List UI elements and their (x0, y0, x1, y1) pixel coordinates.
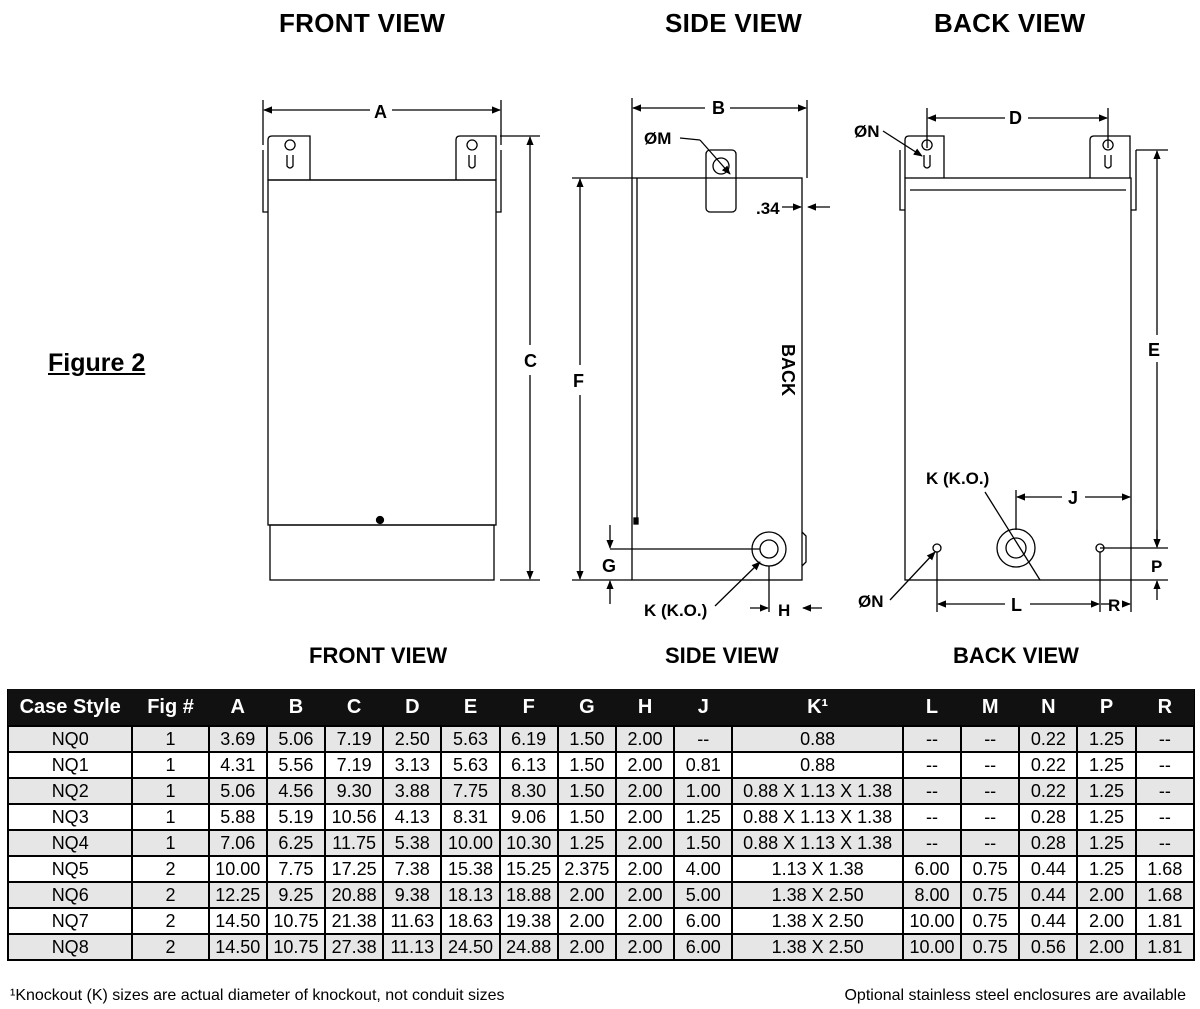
table-cell: 18.63 (441, 908, 499, 934)
table-cell: 2.00 (558, 908, 616, 934)
table-cell: 1 (132, 830, 208, 856)
table-cell: 1.25 (558, 830, 616, 856)
table-cell: 1.50 (558, 726, 616, 752)
table-cell: 10.00 (903, 934, 961, 960)
table-cell: 1.50 (558, 752, 616, 778)
column-header: D (383, 689, 441, 726)
table-cell: 4.00 (674, 856, 732, 882)
table-cell: NQ0 (8, 726, 132, 752)
table-cell: 1.38 X 2.50 (732, 934, 903, 960)
table-cell: 1.38 X 2.50 (732, 908, 903, 934)
stainless-note: Optional stainless steel enclosures are available (844, 987, 1186, 1004)
table-cell: 6.00 (674, 908, 732, 934)
table-cell: NQ1 (8, 752, 132, 778)
table-cell: 0.28 (1019, 804, 1077, 830)
table-cell: 0.44 (1019, 882, 1077, 908)
table-cell: 14.50 (209, 934, 267, 960)
table-cell: 18.88 (500, 882, 558, 908)
table-row (8, 726, 1194, 752)
column-header: Fig # (132, 689, 208, 726)
table-cell: 7.06 (209, 830, 267, 856)
table-cell: 15.38 (441, 856, 499, 882)
table-cell: NQ3 (8, 804, 132, 830)
dim-M-label: ØM (644, 129, 672, 148)
table-cell: 1.81 (1136, 934, 1194, 960)
table-cell: 1 (132, 726, 208, 752)
table-cell: 5.56 (267, 752, 325, 778)
dimension-table (7, 689, 1195, 961)
dim-offset-label: .34 (756, 199, 780, 218)
table-cell: 2.00 (1077, 908, 1135, 934)
table-cell: 9.30 (325, 778, 383, 804)
table-cell: 10.00 (441, 830, 499, 856)
column-header: A (209, 689, 267, 726)
table-row (8, 856, 1194, 882)
table-cell: 6.19 (500, 726, 558, 752)
table-cell: 3.88 (383, 778, 441, 804)
table-cell: 9.38 (383, 882, 441, 908)
figure-label: Figure 2 (48, 349, 146, 377)
table-cell: 18.13 (441, 882, 499, 908)
table-cell: 0.75 (961, 882, 1019, 908)
table-cell: -- (961, 804, 1019, 830)
table-cell: 5.06 (267, 726, 325, 752)
column-header: E (441, 689, 499, 726)
table-cell: NQ6 (8, 882, 132, 908)
table-cell: 5.06 (209, 778, 267, 804)
dim-R-label: R (1108, 596, 1121, 615)
column-header: N (1019, 689, 1077, 726)
table-cell: 2.00 (558, 882, 616, 908)
dim-K-back-label: K (K.O.) (926, 469, 990, 488)
table-cell: 6.25 (267, 830, 325, 856)
back-view-title: BACK VIEW (934, 8, 1086, 38)
table-cell: 11.63 (383, 908, 441, 934)
table-cell: 14.50 (209, 908, 267, 934)
table-cell: 27.38 (325, 934, 383, 960)
dim-N-bottom-label: ØN (858, 592, 884, 611)
table-cell: 0.81 (674, 752, 732, 778)
table-cell: 5.00 (674, 882, 732, 908)
table-cell: 5.38 (383, 830, 441, 856)
table-cell: 1.25 (1077, 830, 1135, 856)
table-cell: 1.68 (1136, 856, 1194, 882)
column-header: Case Style (8, 689, 132, 726)
table-row (8, 934, 1194, 960)
table-cell: 0.75 (961, 856, 1019, 882)
dim-H-label: H (778, 601, 791, 620)
column-header: F (500, 689, 558, 726)
table-cell: -- (961, 830, 1019, 856)
knockout-footnote: ¹Knockout (K) sizes are actual diameter of knockout, not conduit sizes (10, 987, 505, 1004)
column-header: K¹ (732, 689, 903, 726)
column-header: H (616, 689, 674, 726)
side-view-title: SIDE VIEW (665, 8, 803, 38)
table-cell: 1 (132, 778, 208, 804)
table-cell: -- (961, 726, 1019, 752)
table-body (8, 726, 1194, 960)
table-cell: 8.30 (500, 778, 558, 804)
table-cell: 0.88 (732, 726, 903, 752)
table-cell: 9.25 (267, 882, 325, 908)
table-cell: NQ2 (8, 778, 132, 804)
table-cell: -- (1136, 726, 1194, 752)
table-cell: -- (674, 726, 732, 752)
table-cell: 2.00 (616, 856, 674, 882)
table-cell: 10.75 (267, 934, 325, 960)
table-cell: 2.00 (616, 830, 674, 856)
dim-F-label: F (573, 371, 584, 391)
table-cell: 2 (132, 856, 208, 882)
table-cell: -- (903, 830, 961, 856)
column-header: J (674, 689, 732, 726)
table-cell: 6.00 (903, 856, 961, 882)
table-cell: 5.63 (441, 752, 499, 778)
table-row (8, 882, 1194, 908)
table-cell: 1.25 (1077, 778, 1135, 804)
table-cell: 3.69 (209, 726, 267, 752)
table-cell: 4.56 (267, 778, 325, 804)
table-cell: 11.13 (383, 934, 441, 960)
table-cell: 19.38 (500, 908, 558, 934)
table-cell: 7.75 (267, 856, 325, 882)
table-cell: -- (961, 778, 1019, 804)
table-cell: -- (903, 752, 961, 778)
table-cell: 0.22 (1019, 752, 1077, 778)
table-cell: 1.13 X 1.38 (732, 856, 903, 882)
table-cell: 1.25 (1077, 726, 1135, 752)
table-cell: 0.22 (1019, 778, 1077, 804)
table-cell: 1.38 X 2.50 (732, 882, 903, 908)
table-cell: 1.25 (1077, 804, 1135, 830)
table-cell: 17.25 (325, 856, 383, 882)
dim-K-side-label: K (K.O.) (644, 601, 708, 620)
column-header: L (903, 689, 961, 726)
table-cell: 1.68 (1136, 882, 1194, 908)
dim-P-label: P (1151, 557, 1163, 576)
table-cell: 0.28 (1019, 830, 1077, 856)
table-cell: 12.25 (209, 882, 267, 908)
column-header: G (558, 689, 616, 726)
table-cell: 8.31 (441, 804, 499, 830)
table-cell: 7.38 (383, 856, 441, 882)
table-cell: 1.25 (1077, 856, 1135, 882)
table-cell: 0.88 X 1.13 X 1.38 (732, 778, 903, 804)
dim-N-top-label: ØN (854, 122, 880, 141)
table-cell: 8.00 (903, 882, 961, 908)
table-cell: 1 (132, 804, 208, 830)
table-cell: -- (903, 778, 961, 804)
table-cell: 20.88 (325, 882, 383, 908)
back-view-drawing (883, 108, 1168, 612)
table-cell: NQ7 (8, 908, 132, 934)
table-cell: 0.88 X 1.13 X 1.38 (732, 804, 903, 830)
front-view-caption: FRONT VIEW (309, 643, 448, 668)
table-row (8, 830, 1194, 856)
table-cell: 0.88 (732, 752, 903, 778)
table-cell: 10.30 (500, 830, 558, 856)
table-cell: 0.22 (1019, 726, 1077, 752)
back-view-caption: BACK VIEW (953, 643, 1079, 668)
table-cell: NQ5 (8, 856, 132, 882)
table-cell: 4.31 (209, 752, 267, 778)
table-cell: 1.25 (1077, 752, 1135, 778)
table-cell: 11.75 (325, 830, 383, 856)
table-cell: 9.06 (500, 804, 558, 830)
table-cell: 3.13 (383, 752, 441, 778)
dim-J-label: J (1068, 488, 1079, 508)
table-cell: 1.25 (674, 804, 732, 830)
table-cell: 2.00 (616, 934, 674, 960)
dim-E-label: E (1148, 340, 1161, 360)
table-cell: 24.50 (441, 934, 499, 960)
table-cell: 0.75 (961, 908, 1019, 934)
table-cell: 0.56 (1019, 934, 1077, 960)
column-header: B (267, 689, 325, 726)
table-cell: 1.81 (1136, 908, 1194, 934)
column-header: C (325, 689, 383, 726)
dim-L-label: L (1011, 595, 1022, 615)
table-row (8, 778, 1194, 804)
table-cell: 6.13 (500, 752, 558, 778)
table-cell: 5.63 (441, 726, 499, 752)
dim-G-label: G (602, 556, 617, 576)
table-cell: 6.00 (674, 934, 732, 960)
table-cell: 5.19 (267, 804, 325, 830)
table-cell: 2.00 (616, 778, 674, 804)
column-header: R (1136, 689, 1194, 726)
table-cell: 2.00 (616, 908, 674, 934)
table-cell: 2.50 (383, 726, 441, 752)
table-cell: NQ8 (8, 934, 132, 960)
table-row (8, 752, 1194, 778)
table-cell: 2 (132, 908, 208, 934)
table-cell: 7.19 (325, 752, 383, 778)
table-row (8, 908, 1194, 934)
table-cell: 21.38 (325, 908, 383, 934)
table-cell: 4.13 (383, 804, 441, 830)
table-cell: 2 (132, 882, 208, 908)
table-cell: 1.00 (674, 778, 732, 804)
table-cell: NQ4 (8, 830, 132, 856)
front-view-title: FRONT VIEW (279, 8, 446, 38)
table-cell: 15.25 (500, 856, 558, 882)
table-cell: 2.00 (1077, 882, 1135, 908)
table-cell: 0.44 (1019, 856, 1077, 882)
front-view-drawing (263, 100, 540, 580)
table-row (8, 804, 1194, 830)
table-cell: 7.75 (441, 778, 499, 804)
table-cell: 10.00 (209, 856, 267, 882)
table-cell: 24.88 (500, 934, 558, 960)
table-cell: -- (1136, 778, 1194, 804)
side-back-label: BACK (778, 344, 798, 396)
column-header: M (961, 689, 1019, 726)
table-cell: 2.00 (616, 882, 674, 908)
table-cell: -- (903, 804, 961, 830)
table-cell: 2.00 (616, 804, 674, 830)
table-cell: 7.19 (325, 726, 383, 752)
table-cell: -- (1136, 830, 1194, 856)
table-cell: 2.00 (558, 934, 616, 960)
table-cell: -- (961, 752, 1019, 778)
table-cell: 2.00 (616, 726, 674, 752)
table-cell: 2 (132, 934, 208, 960)
table-cell: 2.375 (558, 856, 616, 882)
side-view-caption: SIDE VIEW (665, 643, 779, 668)
table-cell: 2.00 (1077, 934, 1135, 960)
table-cell: 0.88 X 1.13 X 1.38 (732, 830, 903, 856)
table-cell: 2.00 (616, 752, 674, 778)
table-header-row (8, 689, 1194, 726)
table-cell: -- (1136, 752, 1194, 778)
table-cell: 1.50 (558, 778, 616, 804)
table-cell: 1.50 (558, 804, 616, 830)
table-cell: 0.75 (961, 934, 1019, 960)
table-cell: 10.00 (903, 908, 961, 934)
table-cell: 1.50 (674, 830, 732, 856)
table-cell: -- (903, 726, 961, 752)
table-cell: 10.56 (325, 804, 383, 830)
dim-D-label: D (1009, 108, 1022, 128)
dim-B-label: B (712, 98, 725, 118)
column-header: P (1077, 689, 1135, 726)
table-cell: 10.75 (267, 908, 325, 934)
table-cell: 1 (132, 752, 208, 778)
table-cell: -- (1136, 804, 1194, 830)
table-cell: 0.44 (1019, 908, 1077, 934)
dim-A-label: A (374, 102, 387, 122)
dim-C-label: C (524, 351, 537, 371)
table-cell: 5.88 (209, 804, 267, 830)
